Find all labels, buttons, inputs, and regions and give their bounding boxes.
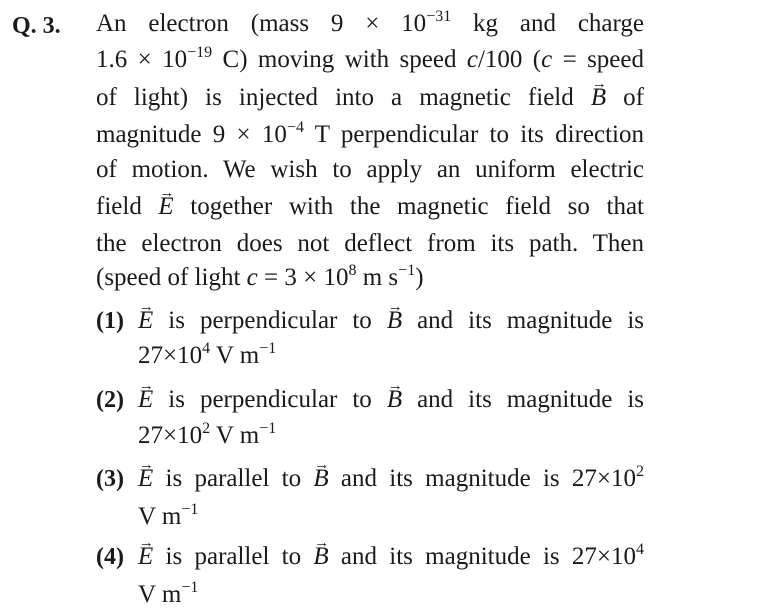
question-line-2: $1.6 \times 10^{-19}$ C) moving with speed c/100 (c = speed [96, 44, 644, 73]
option-1-label[interactable]: (1) [96, 308, 124, 334]
option-4-label[interactable]: (4) [96, 544, 124, 570]
question-line-4: magnitude $9 \times 10^{-4}$ T perpendicular to its direction [96, 119, 644, 148]
option-2-text[interactable]: → E is perpendicular to → B and its magnitude is [138, 382, 644, 418]
option-1-text[interactable]: → E is perpendicular to → B and its magnitude is [138, 303, 644, 339]
question-line-6: field → E together with the magnetic field so that [96, 189, 644, 225]
option-3-text[interactable]: → E is parallel to → B and its magnitude is $27\times 10^2$ [138, 461, 644, 497]
vector-b-symbol: → B [591, 80, 606, 116]
option-3-unit[interactable]: V $m^{-1}$ [138, 501, 199, 530]
option-1-value[interactable]: $27\times 10^4$ V $m^{-1}$ [138, 340, 277, 369]
question-line-3: of light) is injected into a magnetic field → B of [96, 80, 644, 116]
question-line-7: the electron does not deflect from its path. Then [96, 230, 644, 257]
question-line-1: An electron (mass $9 \times 10^{-31}$ kg and charge [96, 8, 644, 37]
option-3-label[interactable]: (3) [96, 466, 124, 492]
question-number: Q. 3. [12, 13, 61, 39]
option-2-label[interactable]: (2) [96, 387, 124, 413]
option-4-unit[interactable]: V $m^{-1}$ [138, 579, 199, 608]
option-4-text[interactable]: → E is parallel to → B and its magnitude is $27\times 10^4$ [138, 539, 644, 575]
option-2-value[interactable]: $27\times 10^2$ V $m^{-1}$ [138, 420, 277, 449]
vector-e-symbol: → E [158, 189, 173, 225]
question-line-5: of motion. We wish to apply an uniform electric [96, 156, 644, 183]
question-line-8: (speed of light $c = 3 \times 10^8$ m $s^{-1}$) [96, 262, 424, 291]
